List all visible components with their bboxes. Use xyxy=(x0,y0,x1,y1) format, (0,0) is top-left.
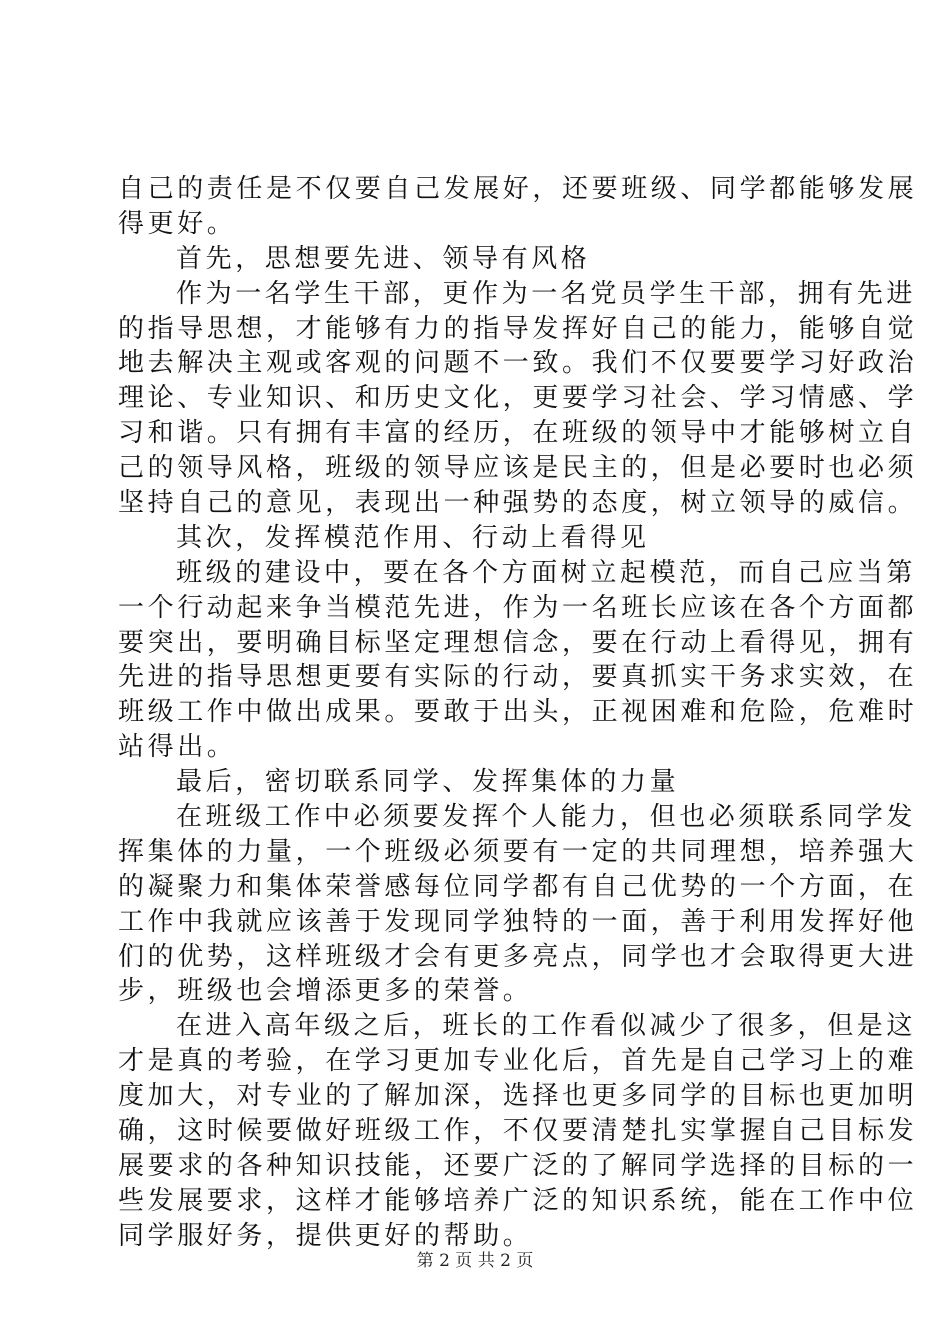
text-line: 其次，发挥模范作用、行动上看得见 xyxy=(176,522,650,553)
text-line: 习和谐。只有拥有丰富的经历，在班级的领导中才能够树立自 xyxy=(118,418,918,449)
text-line: 班级工作中做出成果。要敢于出头，正视困难和危险，危难时 xyxy=(118,697,918,728)
document-body xyxy=(118,172,918,1254)
text-line: 要突出，要明确目标坚定理想信念，要在行动上看得见，拥有 xyxy=(118,627,918,658)
text-line: 才是真的考验，在学习更加专业化后，首先是自己学习上的难 xyxy=(118,1046,918,1077)
text-line: 在班级工作中必须要发挥个人能力，但也必须联系同学发 xyxy=(176,802,917,833)
text-line: 先进的指导思想更要有实际的行动，要真抓实干务求实效，在 xyxy=(118,662,918,693)
text-line: 自己的责任是不仅要自己发展好，还要班级、同学都能够发展 xyxy=(118,174,918,204)
text-line: 度加大，对专业的了解加深，选择也更多同学的目标也更加明 xyxy=(118,1081,918,1112)
text-line: 最后，密切联系同学、发挥集体的力量 xyxy=(176,767,680,798)
text-line: 一个行动起来争当模范先进，作为一名班长应该在各个方面都 xyxy=(118,592,918,623)
text-line: 的凝聚力和集体荣誉感每位同学都有自己优势的一个方面，在 xyxy=(118,871,918,902)
text-line: 在进入高年级之后，班长的工作看似减少了很多，但是这 xyxy=(176,1011,917,1042)
page-footer: 第 2 页 共 2 页 xyxy=(416,1251,534,1271)
text-line: 理论、专业知识、和历史文化，更要学习社会、学习情感、学 xyxy=(118,383,918,414)
text-line: 确，这时候要做好班级工作，不仅要清楚扎实掌握自己目标发 xyxy=(118,1116,918,1147)
text-line: 首先，思想要先进、领导有风格 xyxy=(176,243,591,274)
text-line: 的指导思想，才能够有力的指导发挥好自己的能力，能够自觉 xyxy=(118,313,918,344)
text-line: 地去解决主观或客观的问题不一致。我们不仅要要学习好政治 xyxy=(118,348,918,379)
text-line: 班级的建设中，要在各个方面树立起模范，而自己应当第 xyxy=(176,557,917,588)
text-line: 步，班级也会增添更多的荣誉。 xyxy=(118,976,533,1007)
text-line: 挥集体的力量，一个班级必须要有一定的共同理想，培养强大 xyxy=(118,836,918,867)
text-line: 得更好。 xyxy=(118,208,237,239)
text-line: 同学服好务，提供更好的帮助。 xyxy=(118,1220,533,1251)
text-line: 作为一名学生干部，更作为一名党员学生干部，拥有先进 xyxy=(176,278,917,309)
text-line: 们的优势，这样班级才会有更多亮点，同学也才会取得更大进 xyxy=(118,941,918,972)
text-line: 己的领导风格，班级的领导应该是民主的，但是必要时也必须 xyxy=(118,453,918,484)
text-line: 站得出。 xyxy=(118,732,237,763)
text-line: 些发展要求，这样才能够培养广泛的知识系统，能在工作中位 xyxy=(118,1185,918,1216)
text-line: 坚持自己的意见，表现出一种强势的态度，树立领导的威信。 xyxy=(118,488,918,519)
text-line: 工作中我就应该善于发现同学独特的一面，善于利用发挥好他 xyxy=(118,906,918,937)
text-line: 展要求的各种知识技能，还要广泛的了解同学选择的目标的一 xyxy=(118,1150,918,1181)
